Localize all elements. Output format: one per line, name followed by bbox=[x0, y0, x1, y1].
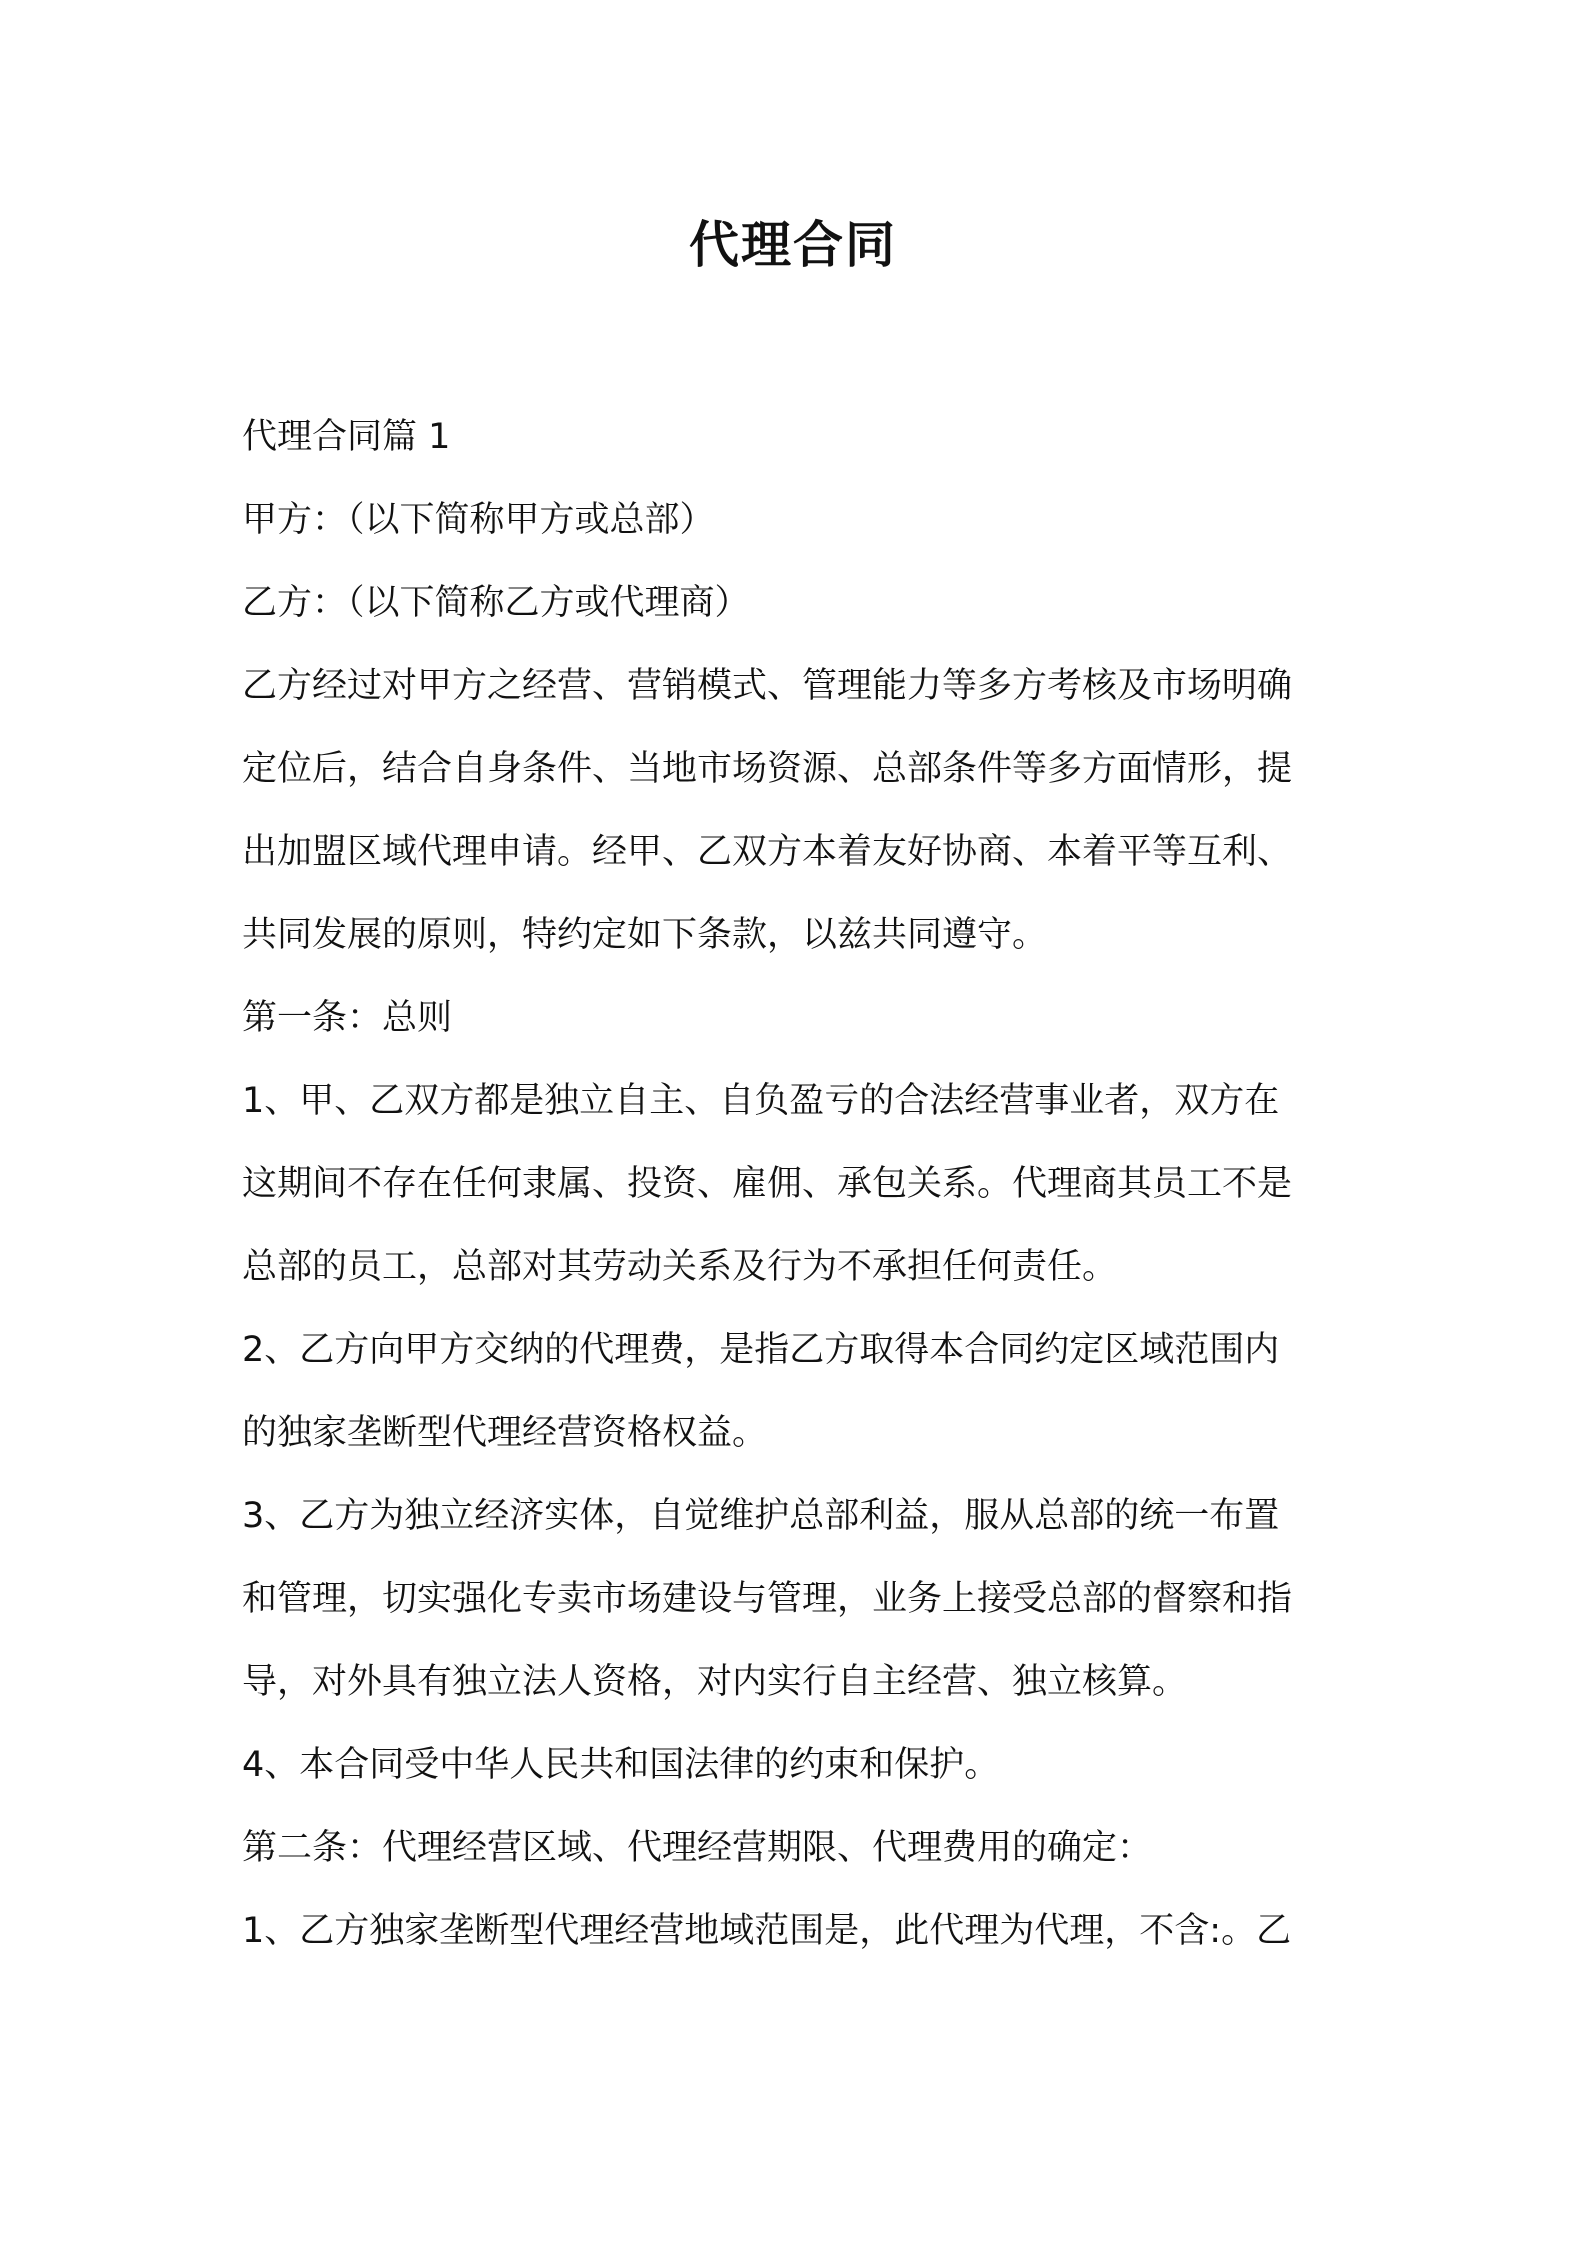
document-body bbox=[242, 396, 1360, 1973]
party-a-line: 甲方：（以下简称甲方或总部） bbox=[242, 500, 715, 540]
article-heading: 第二条：代理经营区域、代理经营期限、代理费用的确定： bbox=[242, 1828, 1153, 1868]
paragraph-line: 4、本合同受中华人民共和国法律的约束和保护。 bbox=[242, 1745, 1000, 1785]
article-heading: 第一条：总则 bbox=[242, 998, 453, 1038]
party-b-line: 乙方：（以下简称乙方或代理商） bbox=[242, 583, 750, 623]
paragraph-line: 这期间不存在任何隶属、投资、雇佣、承包关系。代理商其员工不是 bbox=[242, 1164, 1293, 1204]
paragraph-line: 乙方经过对甲方之经营、营销模式、管理能力等多方考核及市场明确 bbox=[242, 666, 1293, 706]
paragraph-line: 总部的员工，总部对其劳动关系及行为不承担任何责任。 bbox=[242, 1247, 1118, 1287]
paragraph-line: 和管理，切实强化专卖市场建设与管理，业务上接受总部的督察和指 bbox=[242, 1579, 1293, 1619]
paragraph-line: 3、乙方为独立经济实体，自觉维护总部利益，服从总部的统一布置 bbox=[242, 1496, 1280, 1536]
paragraph-line: 出加盟区域代理申请。经甲、乙双方本着友好协商、本着平等互利、 bbox=[242, 832, 1293, 872]
paragraph-line: 1、甲、乙双方都是独立自主、自负盈亏的合法经营事业者，双方在 bbox=[242, 1081, 1280, 1121]
document-title: 代理合同 bbox=[689, 216, 897, 274]
paragraph-line: 导，对外具有独立法人资格，对内实行自主经营、独立核算。 bbox=[242, 1662, 1188, 1702]
paragraph-line: 定位后，结合自身条件、当地市场资源、总部条件等多方面情形，提 bbox=[242, 749, 1293, 789]
section-heading: 代理合同篇 1 bbox=[242, 417, 451, 457]
paragraph-line: 1、乙方独家垄断型代理经营地域范围是，此代理为代理，不含:。乙 bbox=[242, 1911, 1292, 1951]
paragraph-line: 共同发展的原则，特约定如下条款，以兹共同遵守。 bbox=[242, 915, 1048, 955]
paragraph-line: 2、乙方向甲方交纳的代理费，是指乙方取得本合同约定区域范围内 bbox=[242, 1330, 1280, 1370]
paragraph-line: 的独家垄断型代理经营资格权益。 bbox=[242, 1413, 768, 1453]
